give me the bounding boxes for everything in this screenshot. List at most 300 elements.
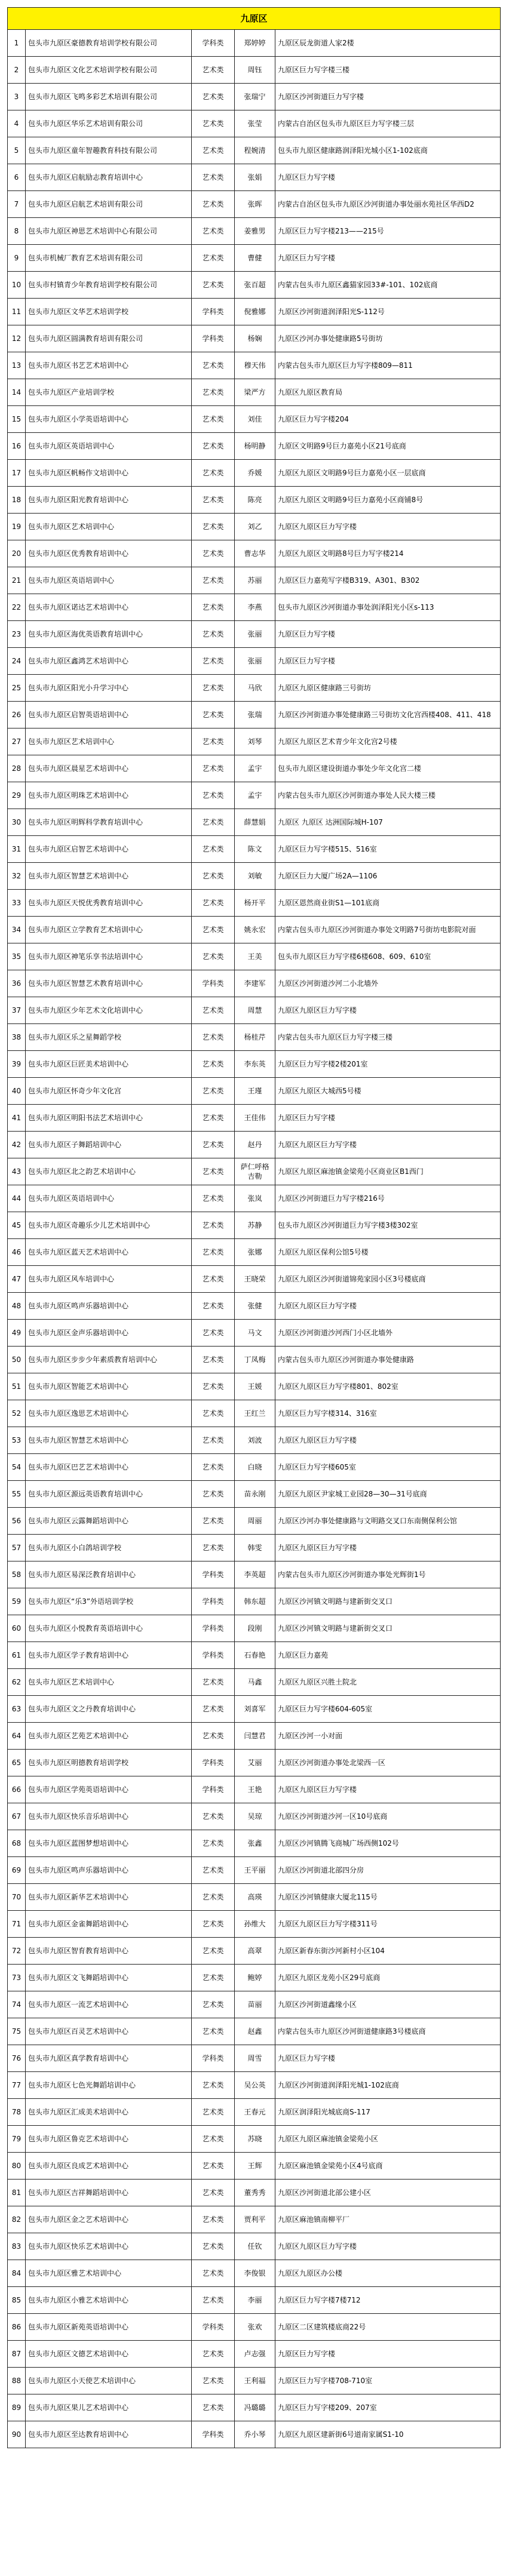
table-row bbox=[8, 1320, 501, 1347]
table-row bbox=[8, 1938, 501, 1965]
row-number-cell: 67 bbox=[8, 1803, 26, 1830]
row-number-cell: 3 bbox=[8, 84, 26, 110]
institution-name-cell: 包头市九原区神笔乐享书法培训中心 bbox=[26, 943, 192, 970]
category-cell: 学科类 bbox=[192, 1615, 235, 1642]
address-cell: 内蒙古包头市九原区沙河街道办事处人民大楼三楼 bbox=[275, 782, 501, 809]
address-cell: 九原区巨力写字楼三楼 bbox=[275, 57, 501, 84]
row-number-cell: 27 bbox=[8, 728, 26, 755]
institution-name-cell: 包头市九原区阳光教育培训中心 bbox=[26, 487, 192, 514]
address-cell: 九原区九原区办公楼 bbox=[275, 2260, 501, 2287]
row-number-cell: 45 bbox=[8, 1212, 26, 1239]
legal-representative-cell: 陈文 bbox=[235, 836, 275, 863]
institution-name-cell: 包头市九原区易深泛教育培训中心 bbox=[26, 1561, 192, 1588]
legal-representative-cell: 苗永刚 bbox=[235, 1481, 275, 1508]
category-cell: 艺术类 bbox=[192, 1454, 235, 1481]
institution-name-cell: 包头市九原区小白鸽培训学校 bbox=[26, 1535, 192, 1561]
institution-name-cell: 包头市九原区艺术培训中心 bbox=[26, 728, 192, 755]
table-row bbox=[8, 970, 501, 997]
legal-representative-cell: 董秀秀 bbox=[235, 2180, 275, 2206]
row-number-cell: 61 bbox=[8, 1642, 26, 1669]
row-number-cell: 5 bbox=[8, 137, 26, 164]
category-cell: 艺术类 bbox=[192, 540, 235, 567]
institution-name-cell: 包头市九原区果儿艺术培训中心 bbox=[26, 2394, 192, 2421]
address-cell: 内蒙古包头市九原区沙河街道健康路3号楼底商 bbox=[275, 2018, 501, 2045]
legal-representative-cell: 李俊银 bbox=[235, 2260, 275, 2287]
address-cell: 九原区沙河街道巨力写字楼216号 bbox=[275, 1185, 501, 1212]
row-number-cell: 44 bbox=[8, 1185, 26, 1212]
row-number-cell: 25 bbox=[8, 675, 26, 702]
table-row bbox=[8, 836, 501, 863]
legal-representative-cell: 贾利平 bbox=[235, 2206, 275, 2233]
table-body bbox=[8, 8, 501, 2448]
legal-representative-cell: 曹健 bbox=[235, 245, 275, 272]
legal-representative-cell: 张丽 bbox=[235, 621, 275, 648]
table-row bbox=[8, 728, 501, 755]
category-cell: 艺术类 bbox=[192, 2394, 235, 2421]
address-cell: 九原区九原区教育局 bbox=[275, 379, 501, 406]
legal-representative-cell: 刘琴 bbox=[235, 728, 275, 755]
row-number-cell: 74 bbox=[8, 1991, 26, 2018]
category-cell: 艺术类 bbox=[192, 648, 235, 675]
table-row bbox=[8, 110, 501, 137]
row-number-cell: 42 bbox=[8, 1132, 26, 1158]
table-row bbox=[8, 1588, 501, 1615]
institution-name-cell: 包头市九原区明辉科学教育培训中心 bbox=[26, 809, 192, 836]
row-number-cell: 9 bbox=[8, 245, 26, 272]
category-cell: 学科类 bbox=[192, 1561, 235, 1588]
address-cell: 九原区九原区麻池镇金梁苑小区商业区B1西门 bbox=[275, 1158, 501, 1185]
legal-representative-cell: 杨桂芹 bbox=[235, 1024, 275, 1051]
table-row bbox=[8, 648, 501, 675]
institution-name-cell: 包头市九原区巨匠美术培训中心 bbox=[26, 1051, 192, 1078]
table-row bbox=[8, 1535, 501, 1561]
row-number-cell: 56 bbox=[8, 1508, 26, 1535]
category-cell: 艺术类 bbox=[192, 1051, 235, 1078]
category-cell: 艺术类 bbox=[192, 2287, 235, 2314]
legal-representative-cell: 王晓荣 bbox=[235, 1266, 275, 1293]
row-number-cell: 71 bbox=[8, 1911, 26, 1938]
table-row bbox=[8, 567, 501, 594]
category-cell: 艺术类 bbox=[192, 1158, 235, 1185]
row-number-cell: 78 bbox=[8, 2099, 26, 2126]
row-number-cell: 33 bbox=[8, 890, 26, 917]
institution-name-cell: 包头市九原区优秀教育培训中心 bbox=[26, 540, 192, 567]
legal-representative-cell: 杨明静 bbox=[235, 433, 275, 460]
legal-representative-cell: 张晖 bbox=[235, 191, 275, 218]
category-cell: 艺术类 bbox=[192, 890, 235, 917]
institution-name-cell: 包头市九原区天悦优秀教育培训中心 bbox=[26, 890, 192, 917]
institution-name-cell: 包头市九原区逸思艺术培训中心 bbox=[26, 1400, 192, 1427]
institution-name-cell: 包头市九原区智慧艺术教育培训中心 bbox=[26, 970, 192, 997]
row-number-cell: 21 bbox=[8, 567, 26, 594]
category-cell: 艺术类 bbox=[192, 1884, 235, 1911]
address-cell: 九原区巨力嘉苑 bbox=[275, 1642, 501, 1669]
address-cell: 九原区文明路9号巨力嘉苑小区21号底商 bbox=[275, 433, 501, 460]
category-cell: 学科类 bbox=[192, 2045, 235, 2072]
category-cell: 艺术类 bbox=[192, 1320, 235, 1347]
legal-representative-cell: 刘佳 bbox=[235, 406, 275, 433]
address-cell: 九原区巨力写字楼708-710室 bbox=[275, 2368, 501, 2394]
category-cell: 艺术类 bbox=[192, 1132, 235, 1158]
row-number-cell: 53 bbox=[8, 1427, 26, 1454]
institution-name-cell: 包头市九原区七色光舞蹈培训中心 bbox=[26, 2072, 192, 2099]
category-cell: 艺术类 bbox=[192, 1347, 235, 1373]
category-cell: 艺术类 bbox=[192, 406, 235, 433]
category-cell: 学科类 bbox=[192, 299, 235, 325]
table-row bbox=[8, 2180, 501, 2206]
institution-name-cell: 包头市九原区飞鸣多彩艺术培训有限公司 bbox=[26, 84, 192, 110]
address-cell: 九原区巨力写字楼2楼201室 bbox=[275, 1051, 501, 1078]
row-number-cell: 59 bbox=[8, 1588, 26, 1615]
address-cell: 包头市九原区巨力写字楼6楼608、609、610室 bbox=[275, 943, 501, 970]
table-row bbox=[8, 1400, 501, 1427]
legal-representative-cell: 张岚 bbox=[235, 1185, 275, 1212]
legal-representative-cell: 程婉清 bbox=[235, 137, 275, 164]
institution-name-cell: 包头市九原区神思艺术培训中心有限公司 bbox=[26, 218, 192, 245]
legal-representative-cell: 周慧 bbox=[235, 997, 275, 1024]
row-number-cell: 82 bbox=[8, 2206, 26, 2233]
category-cell: 艺术类 bbox=[192, 110, 235, 137]
table-row bbox=[8, 433, 501, 460]
row-number-cell: 29 bbox=[8, 782, 26, 809]
category-cell: 艺术类 bbox=[192, 2233, 235, 2260]
category-cell: 艺术类 bbox=[192, 2099, 235, 2126]
category-cell: 艺术类 bbox=[192, 1991, 235, 2018]
address-cell: 九原区麻池镇金梁苑小区4号底商 bbox=[275, 2153, 501, 2180]
legal-representative-cell: 石春艳 bbox=[235, 1642, 275, 1669]
row-number-cell: 43 bbox=[8, 1158, 26, 1185]
table-row bbox=[8, 57, 501, 84]
legal-representative-cell: 艾丽 bbox=[235, 1750, 275, 1776]
category-cell: 艺术类 bbox=[192, 514, 235, 540]
table-row bbox=[8, 460, 501, 487]
category-cell: 艺术类 bbox=[192, 1481, 235, 1508]
category-cell: 艺术类 bbox=[192, 1830, 235, 1857]
legal-representative-cell: 王平丽 bbox=[235, 1857, 275, 1884]
category-cell: 学科类 bbox=[192, 970, 235, 997]
category-cell: 学科类 bbox=[192, 1750, 235, 1776]
institution-name-cell: 包头市九原区步步少年素质教育培训中心 bbox=[26, 1347, 192, 1373]
category-cell: 艺术类 bbox=[192, 1857, 235, 1884]
category-cell: 艺术类 bbox=[192, 487, 235, 514]
legal-representative-cell: 杨开平 bbox=[235, 890, 275, 917]
row-number-cell: 8 bbox=[8, 218, 26, 245]
category-cell: 艺术类 bbox=[192, 702, 235, 728]
table-row bbox=[8, 1212, 501, 1239]
category-cell: 艺术类 bbox=[192, 1965, 235, 1991]
address-cell: 九原区九原区兴胜土院北 bbox=[275, 1669, 501, 1696]
institution-name-cell: 包头市九原区鑫鸿艺术培训中心 bbox=[26, 648, 192, 675]
category-cell: 学科类 bbox=[192, 2314, 235, 2341]
legal-representative-cell: 苏晓 bbox=[235, 2126, 275, 2153]
address-cell: 九原区巨力写字楼604-605室 bbox=[275, 1696, 501, 1723]
table-row bbox=[8, 997, 501, 1024]
category-cell: 艺术类 bbox=[192, 1024, 235, 1051]
institution-name-cell: 包头市九原区学子教育培训中心 bbox=[26, 1642, 192, 1669]
address-cell: 九原区九原区尹家城工业园28—30—31号底商 bbox=[275, 1481, 501, 1508]
address-cell: 九原区巨力写字楼515、516室 bbox=[275, 836, 501, 863]
institution-name-cell: 包头市九原区启智艺术培训中心 bbox=[26, 836, 192, 863]
institution-name-cell: 包头市九原区明阳书法艺术培训中心 bbox=[26, 1105, 192, 1132]
address-cell: 九原区沙河镇文明路与建新街交叉口 bbox=[275, 1588, 501, 1615]
table-row bbox=[8, 863, 501, 890]
row-number-cell: 47 bbox=[8, 1266, 26, 1293]
row-number-cell: 70 bbox=[8, 1884, 26, 1911]
category-cell: 艺术类 bbox=[192, 2153, 235, 2180]
legal-representative-cell: 任钦 bbox=[235, 2233, 275, 2260]
table-row bbox=[8, 782, 501, 809]
row-number-cell: 48 bbox=[8, 1293, 26, 1320]
institution-name-cell: 包头市九原区至达教育培训中心 bbox=[26, 2421, 192, 2448]
legal-representative-cell: 苏丽 bbox=[235, 567, 275, 594]
row-number-cell: 65 bbox=[8, 1750, 26, 1776]
institution-name-cell: 包头市九原区子舞蹈培训中心 bbox=[26, 1132, 192, 1158]
category-cell: 艺术类 bbox=[192, 57, 235, 84]
institution-name-cell: 包头市九原区源远英语教育培训中心 bbox=[26, 1481, 192, 1508]
legal-representative-cell: 刘乙 bbox=[235, 514, 275, 540]
row-number-cell: 40 bbox=[8, 1078, 26, 1105]
address-cell: 内蒙古包头市九原区沙河街道办事处光辉街1号 bbox=[275, 1561, 501, 1588]
address-cell: 九原区九原区巨力写字楼 bbox=[275, 1132, 501, 1158]
category-cell: 艺术类 bbox=[192, 809, 235, 836]
row-number-cell: 57 bbox=[8, 1535, 26, 1561]
table-row bbox=[8, 1373, 501, 1400]
row-number-cell: 81 bbox=[8, 2180, 26, 2206]
row-number-cell: 50 bbox=[8, 1347, 26, 1373]
row-number-cell: 63 bbox=[8, 1696, 26, 1723]
institution-name-cell: 包头市九原区童年智趣教育科技有限公司 bbox=[26, 137, 192, 164]
institution-name-cell: 包头市九原区小学英语培训中心 bbox=[26, 406, 192, 433]
institution-name-cell: 包头市九原区豪德教育培训学校有限公司 bbox=[26, 30, 192, 57]
institution-name-cell: 包头市机械厂教育艺术培训有限公司 bbox=[26, 245, 192, 272]
address-cell: 九原区九原区巨力写字楼 bbox=[275, 1776, 501, 1803]
row-number-cell: 30 bbox=[8, 809, 26, 836]
table-row bbox=[8, 2153, 501, 2180]
legal-representative-cell: 姚永宏 bbox=[235, 917, 275, 943]
row-number-cell: 1 bbox=[8, 30, 26, 57]
category-cell: 艺术类 bbox=[192, 917, 235, 943]
legal-representative-cell: 周钰 bbox=[235, 57, 275, 84]
category-cell: 艺术类 bbox=[192, 2126, 235, 2153]
institution-name-cell: 包头市九原区“乐3”外语培训学校 bbox=[26, 1588, 192, 1615]
table-row bbox=[8, 1776, 501, 1803]
legal-representative-cell: 苏静 bbox=[235, 1212, 275, 1239]
institution-name-cell: 包头市九原区汇成美术培训中心 bbox=[26, 2099, 192, 2126]
category-cell: 学科类 bbox=[192, 325, 235, 352]
category-cell: 艺术类 bbox=[192, 567, 235, 594]
legal-representative-cell: 王春元 bbox=[235, 2099, 275, 2126]
category-cell: 艺术类 bbox=[192, 621, 235, 648]
legal-representative-cell: 孟宇 bbox=[235, 782, 275, 809]
table-row bbox=[8, 1857, 501, 1884]
institution-name-cell: 包头市九原区启智英语培训中心 bbox=[26, 702, 192, 728]
row-number-cell: 11 bbox=[8, 299, 26, 325]
address-cell: 九原区巨力写字楼 bbox=[275, 245, 501, 272]
table-row bbox=[8, 191, 501, 218]
table-row bbox=[8, 1105, 501, 1132]
category-cell: 学科类 bbox=[192, 1642, 235, 1669]
legal-representative-cell: 段刚 bbox=[235, 1615, 275, 1642]
row-number-cell: 87 bbox=[8, 2341, 26, 2368]
legal-representative-cell: 闫慧君 bbox=[235, 1723, 275, 1750]
table-row bbox=[8, 1132, 501, 1158]
legal-representative-cell: 马鑫 bbox=[235, 1669, 275, 1696]
table-row bbox=[8, 325, 501, 352]
institution-name-cell: 包头市九原区吉祥舞蹈培训中心 bbox=[26, 2180, 192, 2206]
table-row bbox=[8, 1239, 501, 1266]
row-number-cell: 12 bbox=[8, 325, 26, 352]
address-cell: 九原区九原区麻池镇金梁苑小区 bbox=[275, 2126, 501, 2153]
address-cell: 九原区九原区保利公馆5号楼 bbox=[275, 1239, 501, 1266]
address-cell: 九原区九原区巨力写字楼 bbox=[275, 1535, 501, 1561]
address-cell: 九原区九原区巨力写字楼 bbox=[275, 997, 501, 1024]
row-number-cell: 46 bbox=[8, 1239, 26, 1266]
row-number-cell: 73 bbox=[8, 1965, 26, 1991]
row-number-cell: 16 bbox=[8, 433, 26, 460]
table-row bbox=[8, 1051, 501, 1078]
institution-name-cell: 包头市九原区金声乐器培训中心 bbox=[26, 1320, 192, 1347]
table-row bbox=[8, 2126, 501, 2153]
table-row bbox=[8, 1185, 501, 1212]
address-cell: 九原区九原区沙河街道锦苑家园小区3号楼底商 bbox=[275, 1266, 501, 1293]
table-row bbox=[8, 299, 501, 325]
row-number-cell: 52 bbox=[8, 1400, 26, 1427]
category-cell: 艺术类 bbox=[192, 1239, 235, 1266]
legal-representative-cell: 马欣 bbox=[235, 675, 275, 702]
table-row bbox=[8, 1078, 501, 1105]
institution-table bbox=[7, 7, 501, 2448]
institution-name-cell: 包头市九原区奇趣乐少儿艺术培训中心 bbox=[26, 1212, 192, 1239]
category-cell: 艺术类 bbox=[192, 245, 235, 272]
table-row bbox=[8, 1508, 501, 1535]
table-row bbox=[8, 594, 501, 621]
category-cell: 艺术类 bbox=[192, 137, 235, 164]
address-cell: 九原区巨力写字楼 bbox=[275, 621, 501, 648]
table-row bbox=[8, 1454, 501, 1481]
address-cell: 九原区巨力写字楼204 bbox=[275, 406, 501, 433]
institution-name-cell: 包头市九原区少年艺术文化培训中心 bbox=[26, 997, 192, 1024]
legal-representative-cell: 赵鑫 bbox=[235, 2018, 275, 2045]
address-cell: 九原区沙河街道巨力写字楼 bbox=[275, 84, 501, 110]
address-cell: 包头市九原区建设街道办事处少年文化宫二楼 bbox=[275, 755, 501, 782]
table-row bbox=[8, 2314, 501, 2341]
legal-representative-cell: 刘波 bbox=[235, 1427, 275, 1454]
legal-representative-cell: 张莹 bbox=[235, 110, 275, 137]
row-number-cell: 64 bbox=[8, 1723, 26, 1750]
address-cell: 九原区沙河街道沙河一区10号底商 bbox=[275, 1803, 501, 1830]
legal-representative-cell: 王艳 bbox=[235, 1776, 275, 1803]
address-cell: 包头市九原区健康路润泽阳光城小区1-102底商 bbox=[275, 137, 501, 164]
institution-name-cell: 包头市九原区一流艺术培训中心 bbox=[26, 1991, 192, 2018]
institution-name-cell: 包头市九原区启航励志教育培训中心 bbox=[26, 164, 192, 191]
institution-name-cell: 包头市九原区快乐艺术培训中心 bbox=[26, 2233, 192, 2260]
row-number-cell: 83 bbox=[8, 2233, 26, 2260]
row-number-cell: 80 bbox=[8, 2153, 26, 2180]
address-cell: 九原区巨力写字楼 bbox=[275, 1105, 501, 1132]
category-cell: 艺术类 bbox=[192, 1723, 235, 1750]
address-cell: 九原区巨力写字楼 bbox=[275, 164, 501, 191]
table-row bbox=[8, 218, 501, 245]
category-cell: 艺术类 bbox=[192, 433, 235, 460]
institution-name-cell: 包头市九原区帆畅作文培训中心 bbox=[26, 460, 192, 487]
legal-representative-cell: 张瑞 bbox=[235, 702, 275, 728]
row-number-cell: 90 bbox=[8, 2421, 26, 2448]
row-number-cell: 17 bbox=[8, 460, 26, 487]
table-row bbox=[8, 2341, 501, 2368]
institution-name-cell: 包头市九原区新苑英语培训中心 bbox=[26, 2314, 192, 2341]
table-row bbox=[8, 2233, 501, 2260]
row-number-cell: 85 bbox=[8, 2287, 26, 2314]
category-cell: 艺术类 bbox=[192, 997, 235, 1024]
address-cell: 九原区巨力写字楼7楼712 bbox=[275, 2287, 501, 2314]
row-number-cell: 69 bbox=[8, 1857, 26, 1884]
institution-name-cell: 包头市九原区蓝图梦想培训中心 bbox=[26, 1830, 192, 1857]
table-row bbox=[8, 1991, 501, 2018]
table-row bbox=[8, 2206, 501, 2233]
category-cell: 艺术类 bbox=[192, 1212, 235, 1239]
institution-name-cell: 包头市九原区文飞舞蹈培训中心 bbox=[26, 1965, 192, 1991]
table-row bbox=[8, 2099, 501, 2126]
institution-name-cell: 包头市九原区晨星艺术培训中心 bbox=[26, 755, 192, 782]
row-number-cell: 54 bbox=[8, 1454, 26, 1481]
legal-representative-cell: 吴公英 bbox=[235, 2072, 275, 2099]
address-cell: 内蒙古包头市九原区沙河街道办事处健康路 bbox=[275, 1347, 501, 1373]
row-number-cell: 84 bbox=[8, 2260, 26, 2287]
row-number-cell: 49 bbox=[8, 1320, 26, 1347]
address-cell: 九原区九原区文明路9号巨力嘉苑小区商铺8号 bbox=[275, 487, 501, 514]
legal-representative-cell: 周雪 bbox=[235, 2045, 275, 2072]
address-cell: 九原区沙河街道沙河二小北墙外 bbox=[275, 970, 501, 997]
institution-name-cell: 包头市九原区小雅艺术培训中心 bbox=[26, 2287, 192, 2314]
institution-name-cell: 包头市九原区新华艺术培训中心 bbox=[26, 1884, 192, 1911]
category-cell: 艺术类 bbox=[192, 1508, 235, 1535]
table-row bbox=[8, 1911, 501, 1938]
table-row bbox=[8, 1803, 501, 1830]
institution-name-cell: 包头市九原区乐之星舞蹈学校 bbox=[26, 1024, 192, 1051]
table-row bbox=[8, 621, 501, 648]
address-cell: 九原区巨力大厦广场2A—1106 bbox=[275, 863, 501, 890]
legal-representative-cell: 乔小琴 bbox=[235, 2421, 275, 2448]
row-number-cell: 72 bbox=[8, 1938, 26, 1965]
address-cell: 九原区恩然商业街S1—101底商 bbox=[275, 890, 501, 917]
row-number-cell: 51 bbox=[8, 1373, 26, 1400]
institution-name-cell: 包头市九原区小天使艺术培训中心 bbox=[26, 2368, 192, 2394]
legal-representative-cell: 张娟 bbox=[235, 164, 275, 191]
address-cell: 九原区沙河街道北部四分房 bbox=[275, 1857, 501, 1884]
address-cell: 九原区沙河街道办事处北梁西一区 bbox=[275, 1750, 501, 1776]
address-cell: 九原区巨力写字楼213——215号 bbox=[275, 218, 501, 245]
legal-representative-cell: 曹志华 bbox=[235, 540, 275, 567]
address-cell: 九原区九原区建新街6号道南家属S1-10 bbox=[275, 2421, 501, 2448]
category-cell: 学科类 bbox=[192, 1776, 235, 1803]
address-cell: 九原区沙河街道北部公建小区 bbox=[275, 2180, 501, 2206]
legal-representative-cell: 王瑾 bbox=[235, 1078, 275, 1105]
table-row bbox=[8, 406, 501, 433]
address-cell: 九原区九原区文明路9号巨力嘉苑小区一层底商 bbox=[275, 460, 501, 487]
row-number-cell: 41 bbox=[8, 1105, 26, 1132]
legal-representative-cell: 孙维大 bbox=[235, 1911, 275, 1938]
legal-representative-cell: 吴琼 bbox=[235, 1803, 275, 1830]
table-row bbox=[8, 1024, 501, 1051]
address-cell: 九原区九原区艺术青少年文化宫2号楼 bbox=[275, 728, 501, 755]
category-cell: 艺术类 bbox=[192, 460, 235, 487]
legal-representative-cell: 萨仁呼格吉勒 bbox=[235, 1158, 275, 1185]
address-cell: 九原区辰龙街道人家2楼 bbox=[275, 30, 501, 57]
row-number-cell: 86 bbox=[8, 2314, 26, 2341]
address-cell: 九原区巨力写字楼 bbox=[275, 648, 501, 675]
legal-representative-cell: 丁凤梅 bbox=[235, 1347, 275, 1373]
address-cell: 九原区沙河街道办事处健康路三号街坊文化宫西楼408、411、418 bbox=[275, 702, 501, 728]
